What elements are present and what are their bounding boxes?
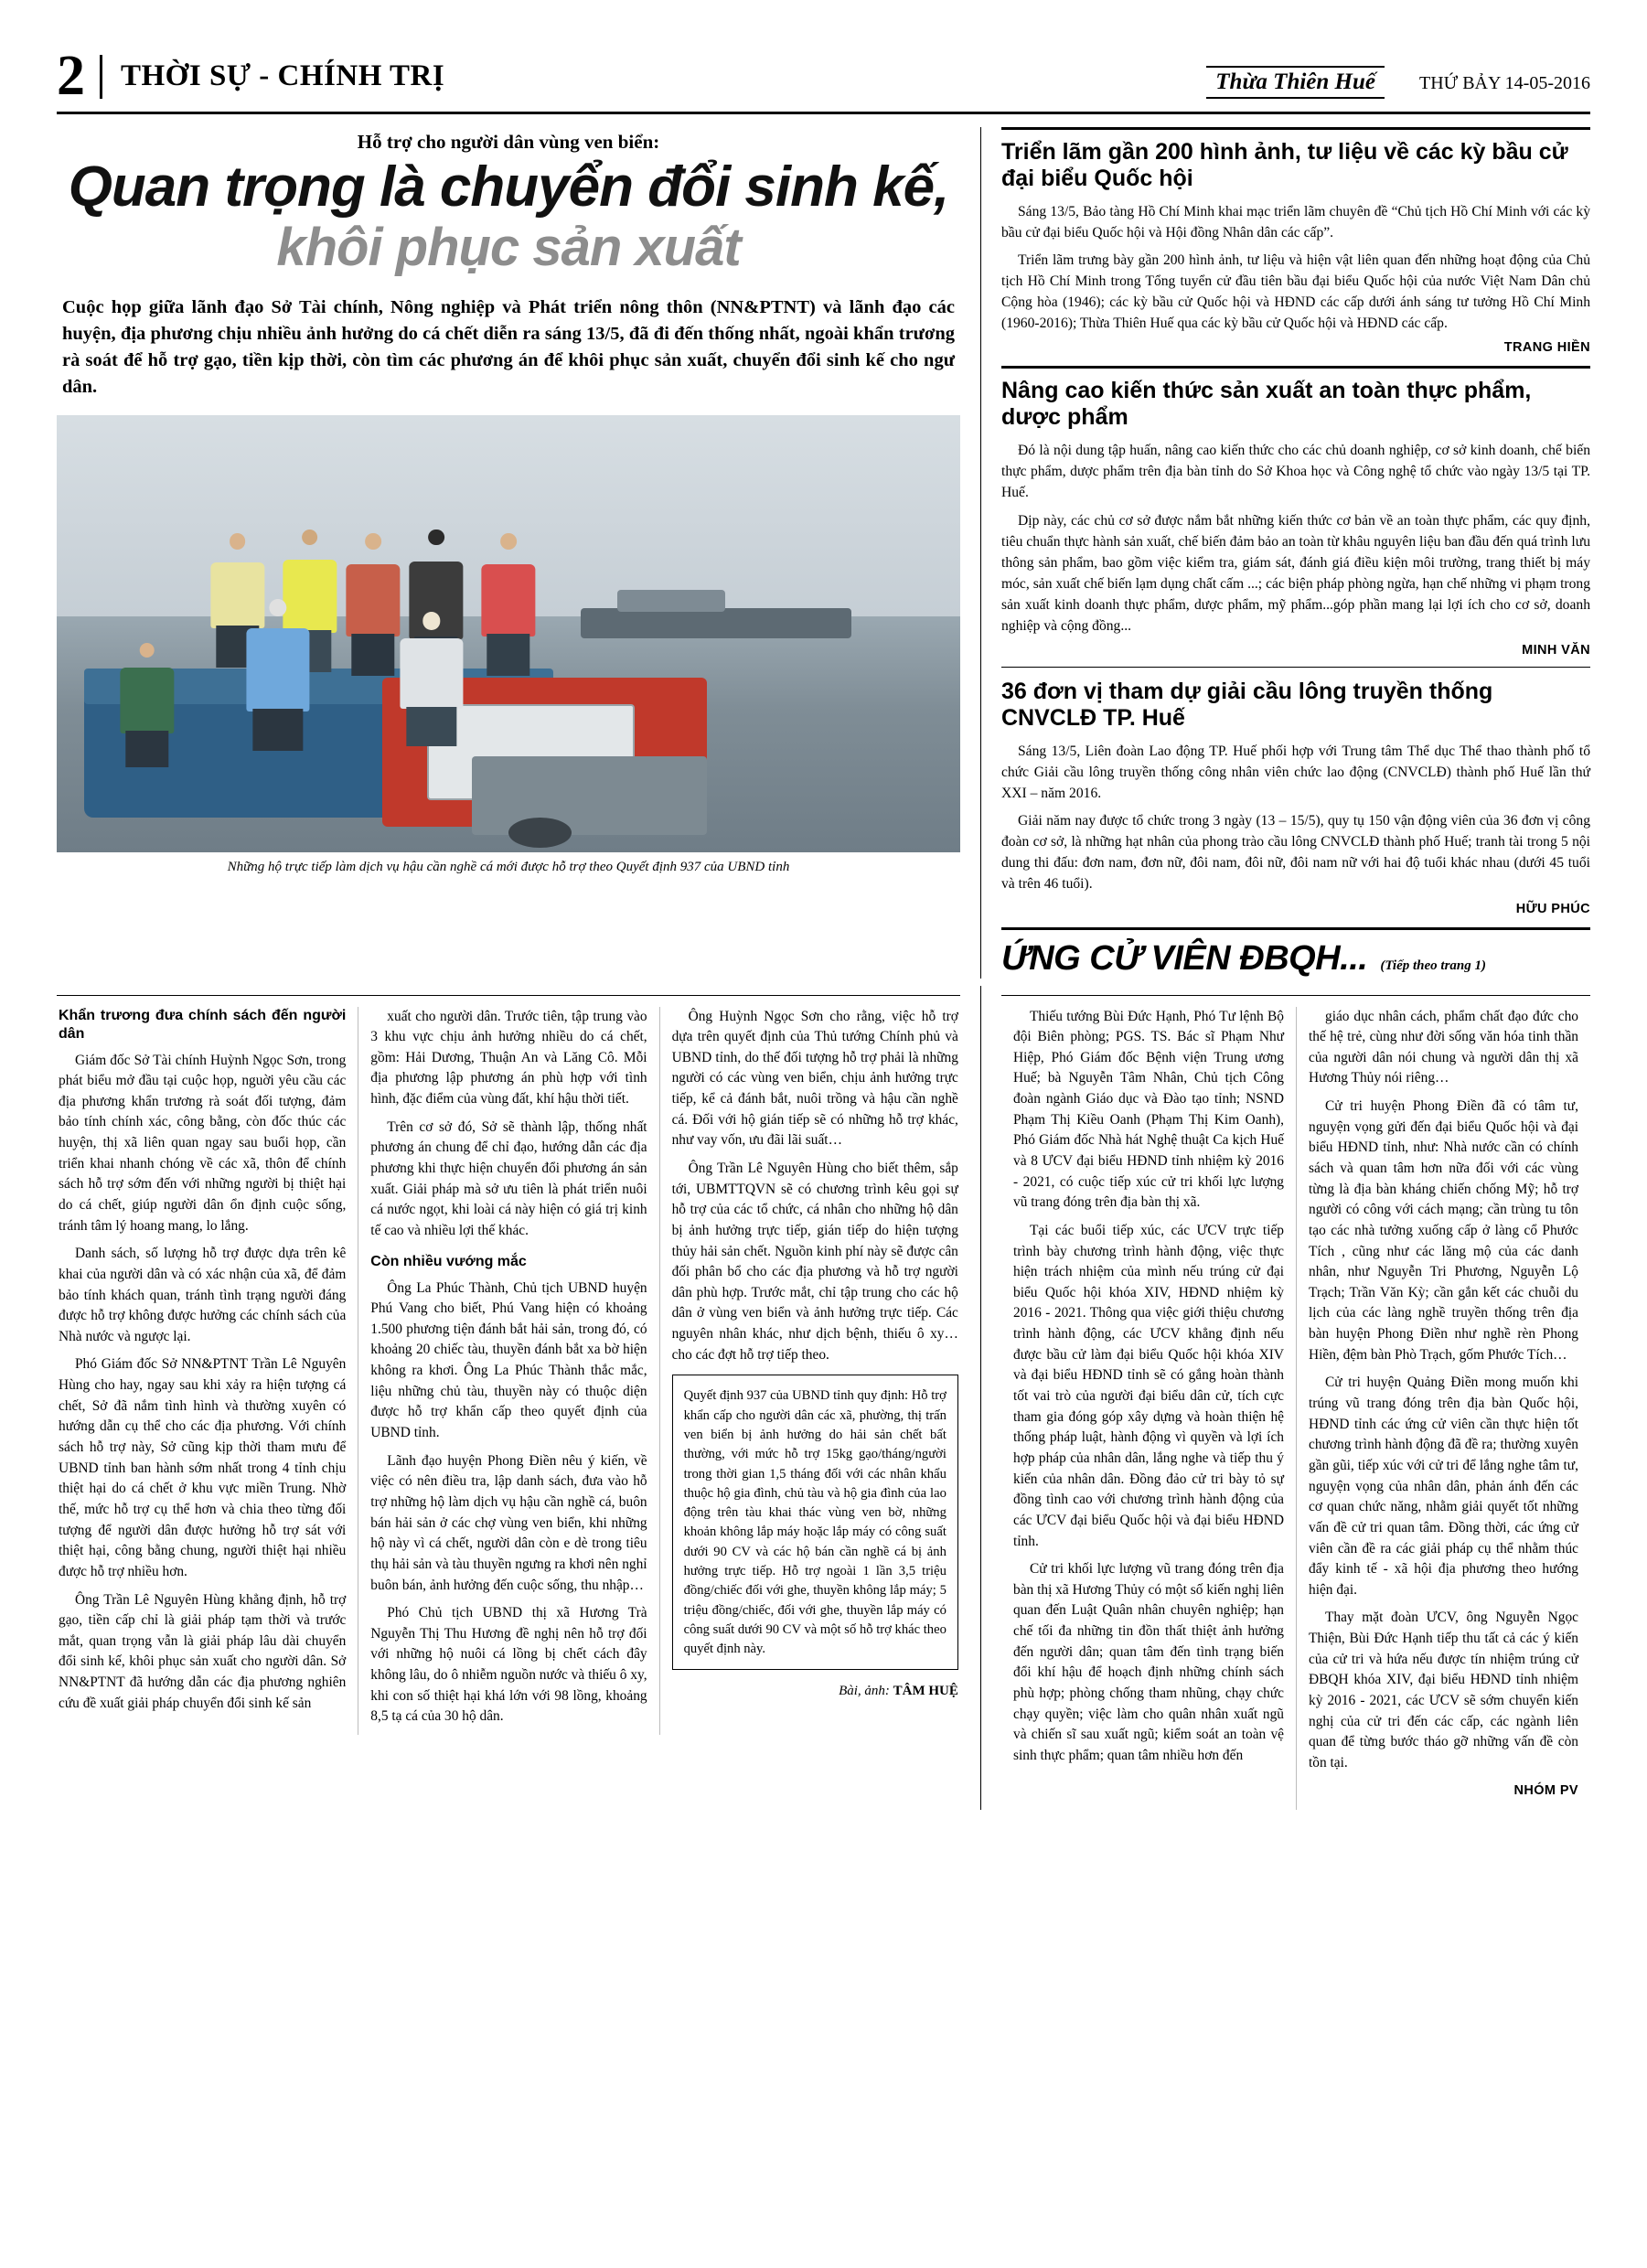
briefs-column [980, 127, 1590, 979]
issue-date: THỨ BẢY 14-05-2016 [1419, 72, 1590, 93]
brief-3-para-2: Giải năm nay được tổ chức trong 3 ngày (13 – 15/5), quy tụ 150 vận động viên của 36 đơn vị công đoàn cơ sở, là những hạt nhân của phong trào cầu lông CNVCLĐ thành phố Huế; tranh tài trong 5 nội dung thi đấu: đơn nam, đơn nữ, đôi nam, đôi nữ, đôi nam nữ với hai độ tuổi khác nhau (dưới 45 tuổi và trên 46 tuổi). [1001, 813, 1590, 893]
photo-cart [472, 756, 707, 835]
continued-column-1 [1001, 1007, 1296, 1810]
brief-2-para-1: Đó là nội dung tập huấn, nâng cao kiến thức cho các chủ doanh nghiệp, cơ sở kinh doanh, chế biến thực phẩm, dược phẩm trên địa bàn tỉnh do Sở Khoa học và Công nghệ tổ chức vào ngày 13/5 tại TP. Huế. [1001, 443, 1590, 501]
paper-name: Thừa Thiên Huế [1206, 66, 1385, 99]
cont-c1-p2: Tại các buổi tiếp xúc, các ƯCV trực tiếp trình bày chương trình hành động, việc thực hiện trách nhiệm của mình nếu trúng cử đại biểu Quốc hội khóa XIV, HĐND nhiệm kỳ 2016 - 2021. Thông qua việc giới thiệu chương trình hành động, các ƯCV khẳng định nếu được bầu cử làm đại biểu Quốc hội khóa XIV và đại biểu HĐND tỉnh sẽ có gắng hoàn thành tốt vai trò của người đại biểu dân cử, tích cực tham gia đóng góp xây dựng và hoàn thiện hệ thống pháp luật, hành động vì quyền và lợi ích hợp pháp của nhân dân, lắng nghe và tiếp thu ý kiến của nhân dân. Đồng đảo cử tri bày tỏ sự đồng tình cao với chương trình hành động của các ƯCV đại biểu Quốc hội và đại biểu HĐND tỉnh. [1013, 1222, 1284, 1549]
brief-3-body [1001, 741, 1590, 895]
brief-1-title: Triển lãm gần 200 hình ảnh, tư liệu về các kỳ bầu cử đại biểu Quốc hội [1001, 138, 1568, 191]
brief-divider-2 [1001, 667, 1590, 668]
photo-caption: Những hộ trực tiếp làm dịch vụ hậu cần nghề cá mới được hỗ trợ theo Quyết định 937 của UBND tỉnh [227, 860, 790, 875]
lead-c2-p4: Lãnh đạo huyện Phong Điền nêu ý kiến, về việc có nên điều tra, lập danh sách, đưa vào hỗ trợ những hộ làm dịch vụ hậu cần nghề cá, buôn bán hải sản ở các chợ vùng ven biển, khi những hộ này vì cá chết, người dân còn e dè trong tiêu thụ hải sản và tàu thuyền ngưng ra khơi nên nghỉ buôn bán, ảnh hưởng đến cuộc sống, thu nhập… [370, 1452, 647, 1593]
lead-column-2 [358, 1007, 658, 1736]
byline-author: TÂM HUỆ [893, 1683, 958, 1698]
brief-2-title: Nâng cao kiến thức sản xuất an toàn thực phẩm, dược phẩm [1001, 378, 1532, 431]
lead-c1-p4: Ông Trần Lê Nguyên Hùng khẳng định, hỗ trợ gạo, tiền cấp chỉ là giải pháp tạm thời và trước mắt, quan trọng vẫn là giải pháp lâu dài chuyển đổi sinh kế, khôi phục sản xuất cho người dân. Sở NN&PTNT đã hướng dẫn các địa phương nghiên cứu đề xuất giải pháp chuyển đổi sinh kế sản [59, 1591, 347, 1711]
lead-c2-p5: Phó Chủ tịch UBND thị xã Hương Trà Nguyễn Thị Thu Hương đề nghị nên hỗ trợ đối với những hộ nuôi cá lồng bị chết cách đây không lâu, do ô nhiễm nguồn nước và thiếu ô xy, khi con số thiệt hại khá lớn với 98 lồng, khoảng 8,5 tạ cá của 30 hộ dân. [370, 1605, 647, 1725]
byline-prefix: Bài, ảnh: [839, 1683, 890, 1698]
headline-line-1: Quan trọng là chuyển đổi sinh kế, [68, 155, 949, 219]
brief-1-para-1: Sáng 13/5, Bảo tàng Hồ Chí Minh khai mạc triển lãm chuyên đề “Chủ tịch Hồ Chí Minh với các kỳ bầu cử đại biểu Quốc hội và Hội đồng Nhân dân các cấp”. [1001, 203, 1590, 241]
lead-headline [57, 155, 960, 277]
lead-byline [672, 1681, 958, 1701]
continued-top-rule [1001, 927, 1590, 930]
lower-body [57, 986, 1590, 1810]
decision-937-text: Quyết định 937 của UBND tỉnh quy định: Hỗ trợ khẩn cấp cho người dân các xã, phường, thị trấn ven biển bị ảnh hưởng do hải sản chết bất thường, với mức hỗ trợ 15kg gạo/tháng/người trong thời gian 1,5 tháng đối với các nhân khẩu thuộc hộ gia đình, chủ tàu và hộ gia đình của lao động trên tàu khai thác vùng ven bờ, những khoản không lắp máy hoặc lắp máy có công suất dưới 90 CV và các hộ bán cần nghề cá bị ảnh hưởng trực tiếp. Hỗ trợ ngoài 1 lần 3,5 triệu đồng/chiếc đối với ghe, thuyền không lắp máy; 5 triệu đồng/chiếc, đối với ghe, thuyền lắp máy có công suất dưới 90 CV và một số hỗ trợ khác theo quyết định này. [683, 1388, 946, 1657]
continued-columns [1001, 995, 1590, 1810]
photo-person-3 [346, 533, 400, 673]
lead-c1-p1: Giám đốc Sở Tài chính Huỳnh Ngọc Sơn, trong phát biểu mở đầu tại cuộc họp, nguời yêu cầu các địa phương khẩn trương rà soát đối tượng, đảm bảo tính chính xác, công bằng, còn đốc thúc các huyện, thị xã liên quan ngay sau buổi họp, cần triển khai nhanh chóng về các xã, thôn để chính sách hỗ trợ sớm đến với những người bị thiệt hại do cá chết, giúp người dân ổn định cuộc sống, tránh tâm lý hoang mang, lo lắng. [59, 1052, 347, 1234]
cont-c2-p4: Thay mặt đoàn ƯCV, ông Nguyễn Ngọc Thiện, Bùi Đức Hạnh tiếp thu tất cả các ý kiến của cử tri và hứa nếu được tín nhiệm trúng cử ĐBQH khóa XIV, đại biểu HĐND tỉnh nhiệm kỳ 2016 - 2021, các ƯCV sẽ sớm chuyển kiến nghị của cử tri đến các cấp, các ngành liên quan để từng bước tháo gỡ những vấn đề còn tồn tại. [1309, 1610, 1578, 1771]
lead-c1-p3: Phó Giám đốc Sở NN&PTNT Trần Lê Nguyên Hùng cho hay, ngay sau khi xảy ra hiện tượng cá chết, Sở đã nắm tình hình và thường xuyên có hướng dẫn cụ thể cho các địa phương. Với chính sách hỗ trợ này, Sở cũng kịp thời tham mưu để UBND tỉnh ban hành sớm nhất trong 4 tỉnh chịu thiệt hại do cá chết ở khu vực miền Trung. Nhờ thế, mức hỗ trợ cụ thể hơn và chia theo từng đối tượng để người dân được hưởng hỗ trợ sát với thiệt hại, công bằng chung, người thiệt hại nhiều được hỗ trợ nhiều hơn. [59, 1356, 347, 1579]
photo-person-5 [481, 533, 535, 673]
lead-c3-p1: Ông Huỳnh Ngọc Sơn cho rằng, việc hỗ trợ dựa trên quyết định của Thủ tướng Chính phủ và UBND tỉnh, do thế đối tượng hỗ trợ phải là những người có các vùng ven biển, chịu ảnh hưởng trực tiếp, kể cả đánh bắt, nuôi trồng và hậu cần nghề cá. Đối với hộ gián tiếp sẽ có những hỗ trợ khác, như vay vốn, ưu đãi lãi suất… [671, 1008, 958, 1149]
lead-c2-p1: xuất cho người dân. Trước tiên, tập trung vào 3 khu vực chịu ảnh hưởng nhiều do cá chết, gồm: Hải Dương, Thuận An và Lăng Cô. Mỗi địa phương lập phương án phù hợp với tình hình, đặc điểm của vùng đất, khí hậu thời tiết. [370, 1008, 647, 1107]
page-number: 2 [57, 45, 85, 107]
brief-1-para-2: Triển lãm trưng bày gần 200 hình ảnh, tư liệu và hiện vật liên quan đến những hoạt động của Chủ tịch Hồ Chí Minh trong Tổng tuyển cử đầu tiên bầu đại biểu Quốc hội của nước Việt Nam Dân chủ Cộng hòa (1946); các kỳ bầu cử Quốc hội và HĐND các cấp dưới ánh sáng tư tưởng Hồ Chí Minh (1960-2016); Thừa Thiên Huế qua các kỳ bầu cử Quốc hội và HĐND các cấp. [1001, 251, 1590, 332]
continued-article-columns [980, 986, 1590, 1810]
masthead-left [57, 45, 445, 107]
lead-c3-p2: Ông Trần Lê Nguyên Hùng cho biết thêm, sắp tới, UBMTTQVN sẽ có chương trình kêu gọi sự hỗ trợ của các tổ chức, cá nhân cho những hộ dân bị ảnh hưởng trực tiếp, gián tiếp do hiện tượng thủy hải sản chết. Nguồn kinh phí này sẽ được cân đối phân bổ cho các địa phương và hỗ trợ người dân phù hợp. Trước mắt, chỉ tập trung cho các hộ dân ở vùng ven biển và ảnh hưởng trực tiếp. Các nguyên nhân khác, như dịch bệnh, thiếu ô xy… cho các đợt hỗ trợ tiếp theo. [671, 1161, 958, 1363]
cont-c1-p3: Cử tri khối lực lượng vũ trang đóng trên địa bàn thị xã Hương Thủy có một số kiến nghị liên quan đến Luật Quân nhân chuyên nghiệp; hạn chế tối đa những tin đồn thất thiệt ảnh hưởng đến người dân; quan tâm đến tình trạng biến đổi khí hậu để hoạch định những chính sách phù hợp; phòng chống tham nhũng, chạy chức chạy quyền; việc làm cho quân nhân xuất ngũ và chiến sĩ sau xuất ngũ; kiểm soát an toàn vệ sinh thực phẩm; quan tâm nhiều hơn đến [1013, 1561, 1284, 1763]
continued-column-2 [1296, 1007, 1590, 1810]
photo-boat-far-2 [617, 590, 726, 612]
brief-3-para-1: Sáng 13/5, Liên đoàn Lao động TP. Huế phối hợp với Trung tâm Thể dục Thể thao thành phố tổ chức Giải cầu lông truyền thống công nhân viên chức lao động (CNVCLĐ) thành phố Huế lần thứ XXI – năm 2016. [1001, 743, 1590, 802]
photo-person-7 [400, 612, 463, 743]
brief-2-body [1001, 440, 1590, 637]
lead-columns [57, 995, 960, 1736]
lead-deck: Cuộc họp giữa lãnh đạo Sở Tài chính, Nông nghiệp và Phát triển nông thôn (NN&PTNT) và lãnh đạo các huyện, địa phương chịu nhiều ảnh hưởng do cá chết diễn ra sáng 13/5, đã đi đến thống nhất, ngoài khẩn trương rà soát để hỗ trợ gạo, tiền kịp thời, còn tìm các phương án để khôi phục sản xuất, chuyển đổi sinh kế cho ngư dân. [62, 296, 955, 398]
cont-c1-p1: Thiếu tướng Bùi Đức Hạnh, Phó Tư lệnh Bộ đội Biên phòng; PGS. TS. Bác sĩ Phạm Như Hiệp, Phó Giám đốc Bệnh viện Trung ương Huế; bà Nguyễn Tâm Nhân, Chủ tịch Công đoàn ngành Giáo dục và Đào tạo tỉnh; NSND Phạm Thị Kiều Oanh (Phạm Thị Kim Oanh), Phó Giám đốc Nhà hát Nghệ thuật Ca kịch Huế và 8 ƯCV đại biểu HĐND tỉnh nhiệm kỳ 2016 - 2021, có cuộc tiếp xúc cử tri khối lực lượng vũ trang đóng trên địa bàn thị xã. [1013, 1008, 1284, 1211]
photo-boat-far [581, 608, 851, 638]
masthead-right [1206, 66, 1590, 102]
lead-c2-p2: Trên cơ sở đó, Sở sẽ thành lập, thống nhất phương án chung để chỉ đạo, hướng dẫn các địa phương khi thực hiện chuyển đổi phương án sản xuất. Giải pháp mà sở ưu tiên là phát triển nuôi cá nước ngọt, khi loài cá này hiện có giá trị kinh tế cao và nhiều lợi thế khác. [370, 1118, 647, 1238]
lead-c1-p2: Danh sách, số lượng hỗ trợ được dựa trên kê khai của người dân và có xác nhận của xã, để đảm bảo tính khách quan, tránh tình trạng người đáng được hỗ trợ không được hưởng các chính sách của Nhà nước và ngược lại. [59, 1246, 347, 1344]
brief-2-signature: MINH VĂN [1522, 642, 1590, 658]
masthead-divider [100, 55, 102, 99]
upper-body [57, 127, 1590, 979]
cont-c2-p2: Cử tri huyện Phong Điền đã có tâm tư, nguyện vọng gửi đến đại biểu Quốc hội và đại biểu HĐND tỉnh, như: Nhà nước cần có chính sách và quan tâm hơn nữa đối với các vùng từng là địa bàn kháng chiến chống Mỹ; hỗ trợ người có công với cách mạng; cần trùng tu tôn tạo các nhà tưởng xuống cấp ở làng cổ Phước Tích , cũng như các lăng mộ của các danh nhân, như Nguyễn Tri Phương, Nguyễn Lộ Trạch; Trần Văn Kỳ; cần gắn kết các chuỗi du lịch của các làng nghề truyền thống trên địa bàn huyện Phong Điền như nghề rèn Phong Hiền, đệm bàn Phò Trạch, gốm Phước Tích… [1309, 1098, 1578, 1363]
lead-article-columns [57, 986, 980, 1810]
brief-3-title: 36 đơn vị tham dự giải cầu lông truyền thống CNVCLĐ TP. Huế [1001, 678, 1493, 731]
photo-person-6 [246, 599, 309, 748]
lead-kicker: Hỗ trợ cho người dân vùng ven biển: [357, 130, 660, 153]
continued-headline [1001, 939, 1590, 979]
lead-c2-p3: Ông La Phúc Thành, Chủ tịch UBND huyện Phú Vang cho biết, Phú Vang hiện có khoảng 1.500 phương tiện đánh bắt hải sản, trong đó, có khoảng 20 chiếc tàu, thuyền đánh bắt xa bờ hiện không ra khơi. Ông La Phúc Thành thắc mắc, liệu những chủ tàu, thuyền này có thuộc diện được hỗ trợ khẩn cấp theo quyết định của UBND tỉnh. [370, 1279, 647, 1441]
lead-column-3 [659, 1007, 960, 1736]
continued-signature: NHÓM PV [1513, 1782, 1578, 1798]
brief-3-signature: HỮU PHÚC [1515, 901, 1590, 916]
masthead [57, 45, 1590, 114]
brief-2-para-2: Dịp này, các chủ cơ sở được nắm bắt những kiến thức cơ bản về an toàn thực phẩm, các quy định, tiêu chuẩn thực hành sản xuất, chế biến đảm bảo an toàn từ khâu nguyên liệu ban đầu đến quá trình lưu thông sản phẩm, bao gồm việc kiểm tra, giám sát, đánh giá điều kiện môi trường, trang thiết bị máy móc, sản xuất chế biến lạm dụng chất cấm ...; các biện pháp phòng ngừa, hạn chế những vi phạm trong sản xuất kinh doanh thực phẩm, dược phẩm, mỹ phẩm...góp phần mang lại lợi ích cho cơ sở, doanh nghiệp và cộng đồng... [1001, 512, 1590, 634]
brief-1 [1001, 127, 1590, 355]
continued-title: ỨNG CỬ VIÊN ĐBQH... [1001, 938, 1368, 978]
photo-person-8 [120, 643, 174, 765]
section-title: THỜI SỰ - CHÍNH TRỊ [121, 59, 445, 93]
lead-column-1 [57, 1007, 358, 1736]
brief-3 [1001, 679, 1590, 916]
brief-2 [1001, 378, 1590, 658]
decision-937-box [672, 1375, 958, 1669]
cont-c2-p1: giáo dục nhân cách, phẩm chất đạo đức cho thế hệ trẻ, cùng như đời sống văn hóa tinh thần của người dân nói chung và người dân thị xã Hương Thủy nói riêng… [1309, 1008, 1578, 1086]
lead-photo [57, 415, 960, 852]
lead-subhead-1: Khẩn trương đưa chính sách đến người dân [59, 1007, 347, 1042]
headline-line-2: khôi phục sản xuất [276, 217, 741, 277]
lead-subhead-2: Còn nhiều vướng mắc [370, 1253, 527, 1269]
cont-c2-p3: Cử tri huyện Quảng Điền mong muốn khi trúng vũ trang đóng trên địa bàn Quốc hội, HĐND tỉnh các ứng cử viên cần thực hiện tốt chương trình hành động đã đề ra; thường xuyên gần gũi, tiếp xúc với cử tri để lắng nghe tâm tư, nguyện vọng của nhân dân, phản ánh đến các cơ quan chức năng, nhằm giải quyết tốt những vấn đề cử tri quan tâm. Đồng thời, các ứng cử viên cần đề ra các giải pháp cụ thể nhằm thúc đẩy kinh tế - xã hội địa phương theo hướng hiện đại. [1309, 1375, 1578, 1598]
lead-article [57, 127, 980, 979]
continued-from-note: (Tiếp theo trang 1) [1380, 957, 1487, 973]
brief-divider-1 [1001, 366, 1590, 369]
brief-1-body [1001, 201, 1590, 334]
brief-1-signature: TRANG HIỀN [1503, 340, 1590, 356]
